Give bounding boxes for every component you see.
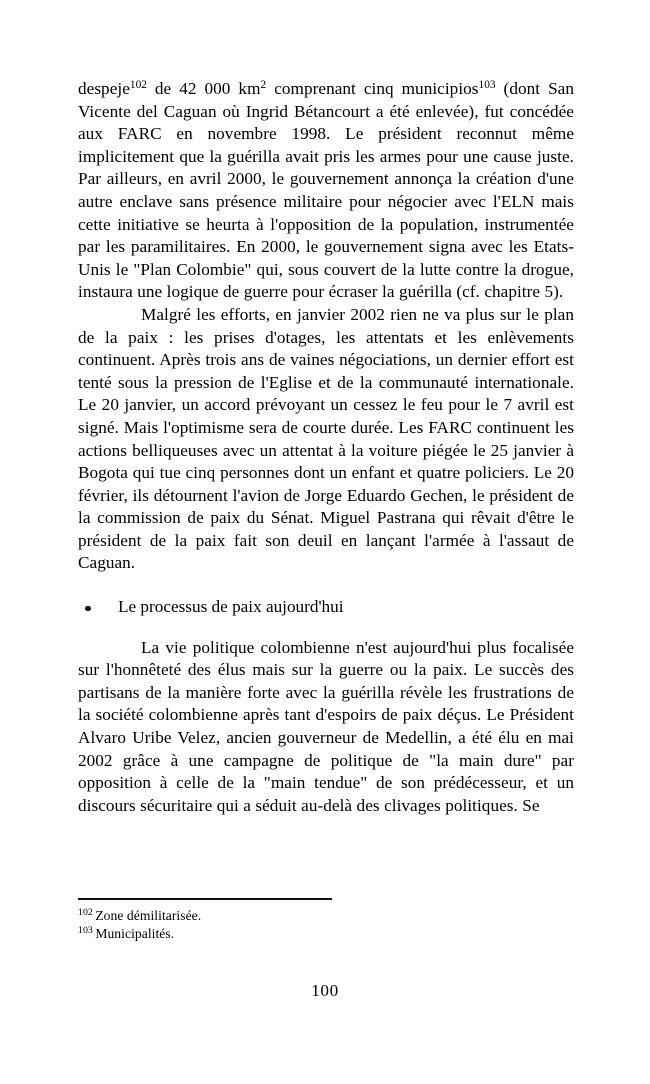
bullet-heading-item: [78, 596, 574, 619]
footnote-separator-rule: [78, 898, 332, 900]
paragraph-1-segment-text-4: (dont San Vicente del Caguan où Ingrid Bétancourt a été enlevée), fut concédée aux FARC en novembre 1998. Le président reconnut même implicitement que la guérilla avait pris les armes pour une cause juste. Par ailleurs, en avril 2000, le gouvernement annonça la création d'une autre enclave sans présence militaire pour négocier avec l'ELN mais cette initiative se heurta à l'opposition de la population, instrumentée par les paramilitaires. En 2000, le gouvernement signa avec les Etats-Unis le "Plan Colombie" qui, sous couvert de la lutte contre la drogue, instaura une logique de guerre pour écraser la guérilla (cf. chapitre 5).: [78, 79, 574, 302]
page-body: [78, 78, 574, 817]
body-paragraph-3: La vie politique colombienne n'est aujourd'hui plus focalisée sur l'honnêteté des élus mais sur la guerre ou la paix. Le succès des partisans de la manière forte avec la guérilla révèle les frustrations de la société colombienne après tant d'espoirs de paix déçus. Le Président Alvaro Uribe Velez, ancien gouverneur de Medellin, a été élu en mai 2002 grâce à une campagne de politique de "la main dure" par opposition à celle de la "main tendue" de son prédécesseur, et un discours sécuritaire qui a séduit au-delà des clivages politiques. Se: [78, 637, 574, 815]
paragraph-1-segment-text-1: despeje: [78, 79, 130, 98]
footnote-item-103: [78, 925, 574, 943]
footnote-number-102: 102: [78, 906, 93, 918]
bullet-heading-label: Le processus de paix aujourd'hui: [118, 597, 344, 617]
spacer-before-bullet: [78, 575, 574, 596]
body-paragraph-1: [78, 78, 574, 304]
footnote-area: [78, 898, 574, 943]
page-number: 100: [311, 981, 339, 1000]
bullet-dot-icon: [85, 606, 91, 612]
paragraph-1-segment-text-3: comprenant cinq municipios: [266, 79, 479, 98]
footnote-text-102: Zone démilitarisée.: [95, 907, 202, 923]
paragraph-1-segment-text-2: de 42 000 km: [146, 79, 261, 98]
body-paragraph-2: Malgré les efforts, en janvier 2002 rien ne va plus sur le plan de la paix : les prises d'otages, les attentats et les enlèvements continuent. Après trois ans de vaines négociations, un dernier effort est tenté sous la pression de l'Eglise et de la communauté internationale. Le 20 janvier, un accord prévoyant un cessez le feu pour le 7 avril est signé. Mais l'optimisme sera de courte durée. Les FARC continuent les actions belliqueuses avec un attentat à la voiture piégée le 25 janvier à Bogota qui tue cinq personnes dont un enfant et quatre policiers. Le 20 février, ils détournent l'avion de Jorge Eduardo Gechen, le président de la commission de paix du Sénat. Miguel Pastrana qui rêvait d'être le président de la paix fait son deuil en lançant l'armée à l'assaut de Caguan.: [78, 304, 574, 573]
footnote-item-102: [78, 907, 574, 925]
footnote-number-103: 103: [78, 925, 93, 937]
footnote-marker-103: 103: [478, 79, 496, 92]
superscript-square: 2: [260, 78, 267, 91]
footnote-text-103: Municipalités.: [95, 926, 175, 941]
spacer-after-bullet: [78, 619, 574, 637]
section-bullet-list: [78, 596, 574, 619]
footnote-marker-102: 102: [129, 79, 147, 92]
